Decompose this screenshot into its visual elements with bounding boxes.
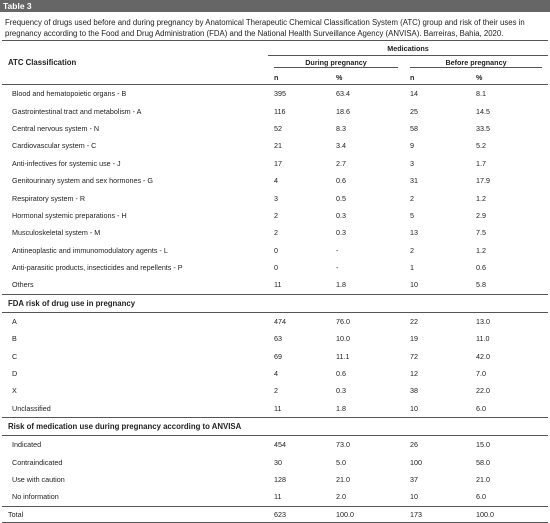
table-row <box>2 471 548 488</box>
before-pct: 15.0 <box>476 440 490 450</box>
row-label: Anti-infectives for systemic use - J <box>12 158 121 168</box>
during-n: 69 <box>274 351 282 361</box>
row-label: Anti-parasitic products, insecticides and repellents - P <box>12 263 183 273</box>
table-row <box>2 137 548 154</box>
before-pct: 5.2 <box>476 141 486 151</box>
before-pct: 0.6 <box>476 263 486 273</box>
before-pct: 42.0 <box>476 351 490 361</box>
before-n: 10 <box>404 276 470 294</box>
data-table <box>2 40 548 523</box>
fda-section-title: FDA risk of drug use in pregnancy <box>2 294 548 312</box>
row-label: Use with caution <box>12 475 65 484</box>
before-pct: 6.0 <box>470 488 548 506</box>
during-n: 0 <box>274 263 278 273</box>
during-pct: 3.4 <box>336 141 346 151</box>
during-pct: 2.0 <box>330 488 404 506</box>
table-row <box>2 224 548 241</box>
table-row <box>2 347 548 364</box>
before-pct-header: % <box>470 70 548 85</box>
before-pct: 13.0 <box>476 316 490 326</box>
row-label: Central nervous system - N <box>12 123 100 133</box>
during-n: 2 <box>274 210 278 220</box>
during-pregnancy-header <box>268 56 404 71</box>
row-label: A <box>12 316 17 326</box>
row-label: Genitourinary system and sex hormones - G <box>12 176 154 186</box>
during-n: 4 <box>274 176 278 186</box>
row-label: Unclassified <box>2 400 268 418</box>
table-row <box>2 453 548 470</box>
before-n: 22 <box>410 316 418 326</box>
during-n: 52 <box>274 123 282 133</box>
before-pct: 5.8 <box>470 276 548 294</box>
total-label: Total <box>2 506 268 522</box>
table-row <box>2 488 548 506</box>
before-pct: 6.0 <box>470 400 548 418</box>
during-n: 128 <box>274 475 286 484</box>
row-label: No information <box>2 488 268 506</box>
row-label: C <box>12 351 18 361</box>
row-label: Antineoplastic and immunomodulatory agents - L <box>12 245 168 255</box>
during-n: 2 <box>274 386 278 396</box>
table-row <box>2 436 548 454</box>
table-caption: Frequency of drugs used before and during pregnancy by Anatomical Therapeutic Chemical Classification System (ATC) group and risk of their uses in pregnancy according to the Food and Drug Administration (FDA) and the National Health Surveillance Agency (ANVISA). Barreiras, Bahia, 2020. <box>5 18 525 38</box>
before-pct: 1.2 <box>476 193 486 203</box>
header-row-medications <box>2 41 548 56</box>
before-n: 10 <box>404 400 470 418</box>
before-pct: 1.2 <box>476 245 486 255</box>
before-pct: 8.1 <box>476 89 486 99</box>
total-before-pct: 100.0 <box>470 506 548 522</box>
before-pct: 33.5 <box>476 123 490 133</box>
row-label: Others <box>2 276 268 294</box>
atc-rows <box>2 85 548 523</box>
table-row <box>2 382 548 399</box>
table-row <box>2 207 548 224</box>
before-n: 2 <box>410 193 414 203</box>
during-pct: 2.7 <box>336 158 346 168</box>
before-n: 5 <box>410 210 414 220</box>
table-row <box>2 365 548 382</box>
during-pct: 18.6 <box>336 106 350 116</box>
before-pct: 1.7 <box>476 158 486 168</box>
before-n: 13 <box>410 228 418 238</box>
during-n: 395 <box>274 89 286 99</box>
before-pct: 58.0 <box>476 457 490 467</box>
before-n: 31 <box>410 176 418 186</box>
during-n: 474 <box>274 316 286 326</box>
table-row <box>2 330 548 347</box>
during-n: 21 <box>274 141 282 151</box>
during-pct: 5.0 <box>336 457 346 467</box>
anvisa-section-title: Risk of medication use during pregnancy according to ANVISA <box>2 418 548 436</box>
before-pregnancy-header <box>404 56 548 71</box>
during-n: 116 <box>274 106 286 116</box>
table-row <box>2 155 548 172</box>
table-row <box>2 120 548 137</box>
before-pct: 17.9 <box>476 176 490 186</box>
during-n-header: n <box>268 70 330 85</box>
before-pct: 22.0 <box>476 386 490 396</box>
during-n: 11 <box>268 276 330 294</box>
during-n: 454 <box>274 440 286 450</box>
before-n: 9 <box>410 141 414 151</box>
during-pct: 21.0 <box>336 475 350 484</box>
during-pct: 0.3 <box>336 210 346 220</box>
before-pct: 7.0 <box>476 369 486 379</box>
atc-classification-header: ATC Classification <box>2 41 268 85</box>
before-n-header: n <box>404 70 470 85</box>
before-pct: 7.5 <box>476 228 486 238</box>
row-label: Cardiovascular system - C <box>12 141 97 151</box>
during-n: 3 <box>274 193 278 203</box>
medications-header: Medications <box>268 41 548 56</box>
total-before-n: 173 <box>404 506 470 522</box>
before-pregnancy-label: Before pregnancy <box>410 58 542 68</box>
before-n: 3 <box>410 158 414 168</box>
before-n: 12 <box>410 369 418 379</box>
during-pct: 11.1 <box>336 351 350 361</box>
total-during-n: 623 <box>268 506 330 522</box>
table-row <box>2 189 548 206</box>
section-header-fda <box>2 294 548 312</box>
before-n: 19 <box>410 334 418 344</box>
row-label: Respiratory system - R <box>12 193 86 203</box>
total-during-pct: 100.0 <box>330 506 404 522</box>
during-pct: 73.0 <box>336 440 350 450</box>
during-pct: 0.6 <box>336 369 346 379</box>
before-n: 100 <box>410 457 422 467</box>
row-label: X <box>12 386 17 396</box>
during-pct: 0.3 <box>336 228 346 238</box>
during-n: 30 <box>274 457 282 467</box>
during-pct: 0.6 <box>336 176 346 186</box>
before-n: 1 <box>410 263 414 273</box>
table-row <box>2 312 548 330</box>
during-n: 11 <box>268 488 330 506</box>
table-row <box>2 85 548 103</box>
section-header-anvisa <box>2 418 548 436</box>
before-n: 37 <box>410 475 418 484</box>
before-n: 2 <box>410 245 414 255</box>
during-pct: 76.0 <box>336 316 350 326</box>
before-n: 26 <box>410 440 418 450</box>
before-n: 38 <box>410 386 418 396</box>
during-pct: 0.3 <box>336 386 346 396</box>
before-pct: 14.5 <box>476 106 490 116</box>
table-row <box>2 400 548 418</box>
during-n: 11 <box>268 400 330 418</box>
before-pct: 2.9 <box>476 210 486 220</box>
during-n: 4 <box>274 369 278 379</box>
row-label: Contraindicated <box>12 457 63 467</box>
during-pct: 10.0 <box>336 334 350 344</box>
total-row <box>2 506 548 522</box>
during-n: 0 <box>274 245 278 255</box>
during-pct: 8.3 <box>336 123 346 133</box>
table-row <box>2 276 548 294</box>
before-n: 25 <box>410 106 418 116</box>
during-n: 2 <box>274 228 278 238</box>
table-row <box>2 259 548 276</box>
row-label: D <box>12 369 18 379</box>
before-n: 72 <box>410 351 418 361</box>
before-n: 58 <box>410 123 418 133</box>
during-pct: 1.8 <box>330 400 404 418</box>
table-row <box>2 102 548 119</box>
during-pct: 0.5 <box>336 193 346 203</box>
row-label: B <box>12 334 17 344</box>
during-pregnancy-label: During pregnancy <box>274 58 398 68</box>
table-title: Table 3 <box>0 0 550 12</box>
during-pct: - <box>336 245 339 255</box>
during-n: 17 <box>274 158 282 168</box>
table-row <box>2 242 548 259</box>
during-pct: 63.4 <box>336 89 350 99</box>
row-label: Blood and hematopoietic organs - B <box>12 89 127 99</box>
during-pct: - <box>336 263 339 273</box>
row-label: Hormonal systemic preparations - H <box>12 210 127 220</box>
row-label: Musculoskeletal system - M <box>12 228 101 238</box>
table-row <box>2 172 548 189</box>
before-n: 14 <box>410 89 418 99</box>
before-pct: 21.0 <box>476 475 490 484</box>
before-pct: 11.0 <box>476 334 490 344</box>
before-n: 10 <box>404 488 470 506</box>
row-label: Gastrointestinal tract and metabolism - A <box>12 106 142 116</box>
row-label: Indicated <box>12 440 42 450</box>
during-pct: 1.8 <box>330 276 404 294</box>
during-pct-header: % <box>330 70 404 85</box>
during-n: 63 <box>274 334 282 344</box>
